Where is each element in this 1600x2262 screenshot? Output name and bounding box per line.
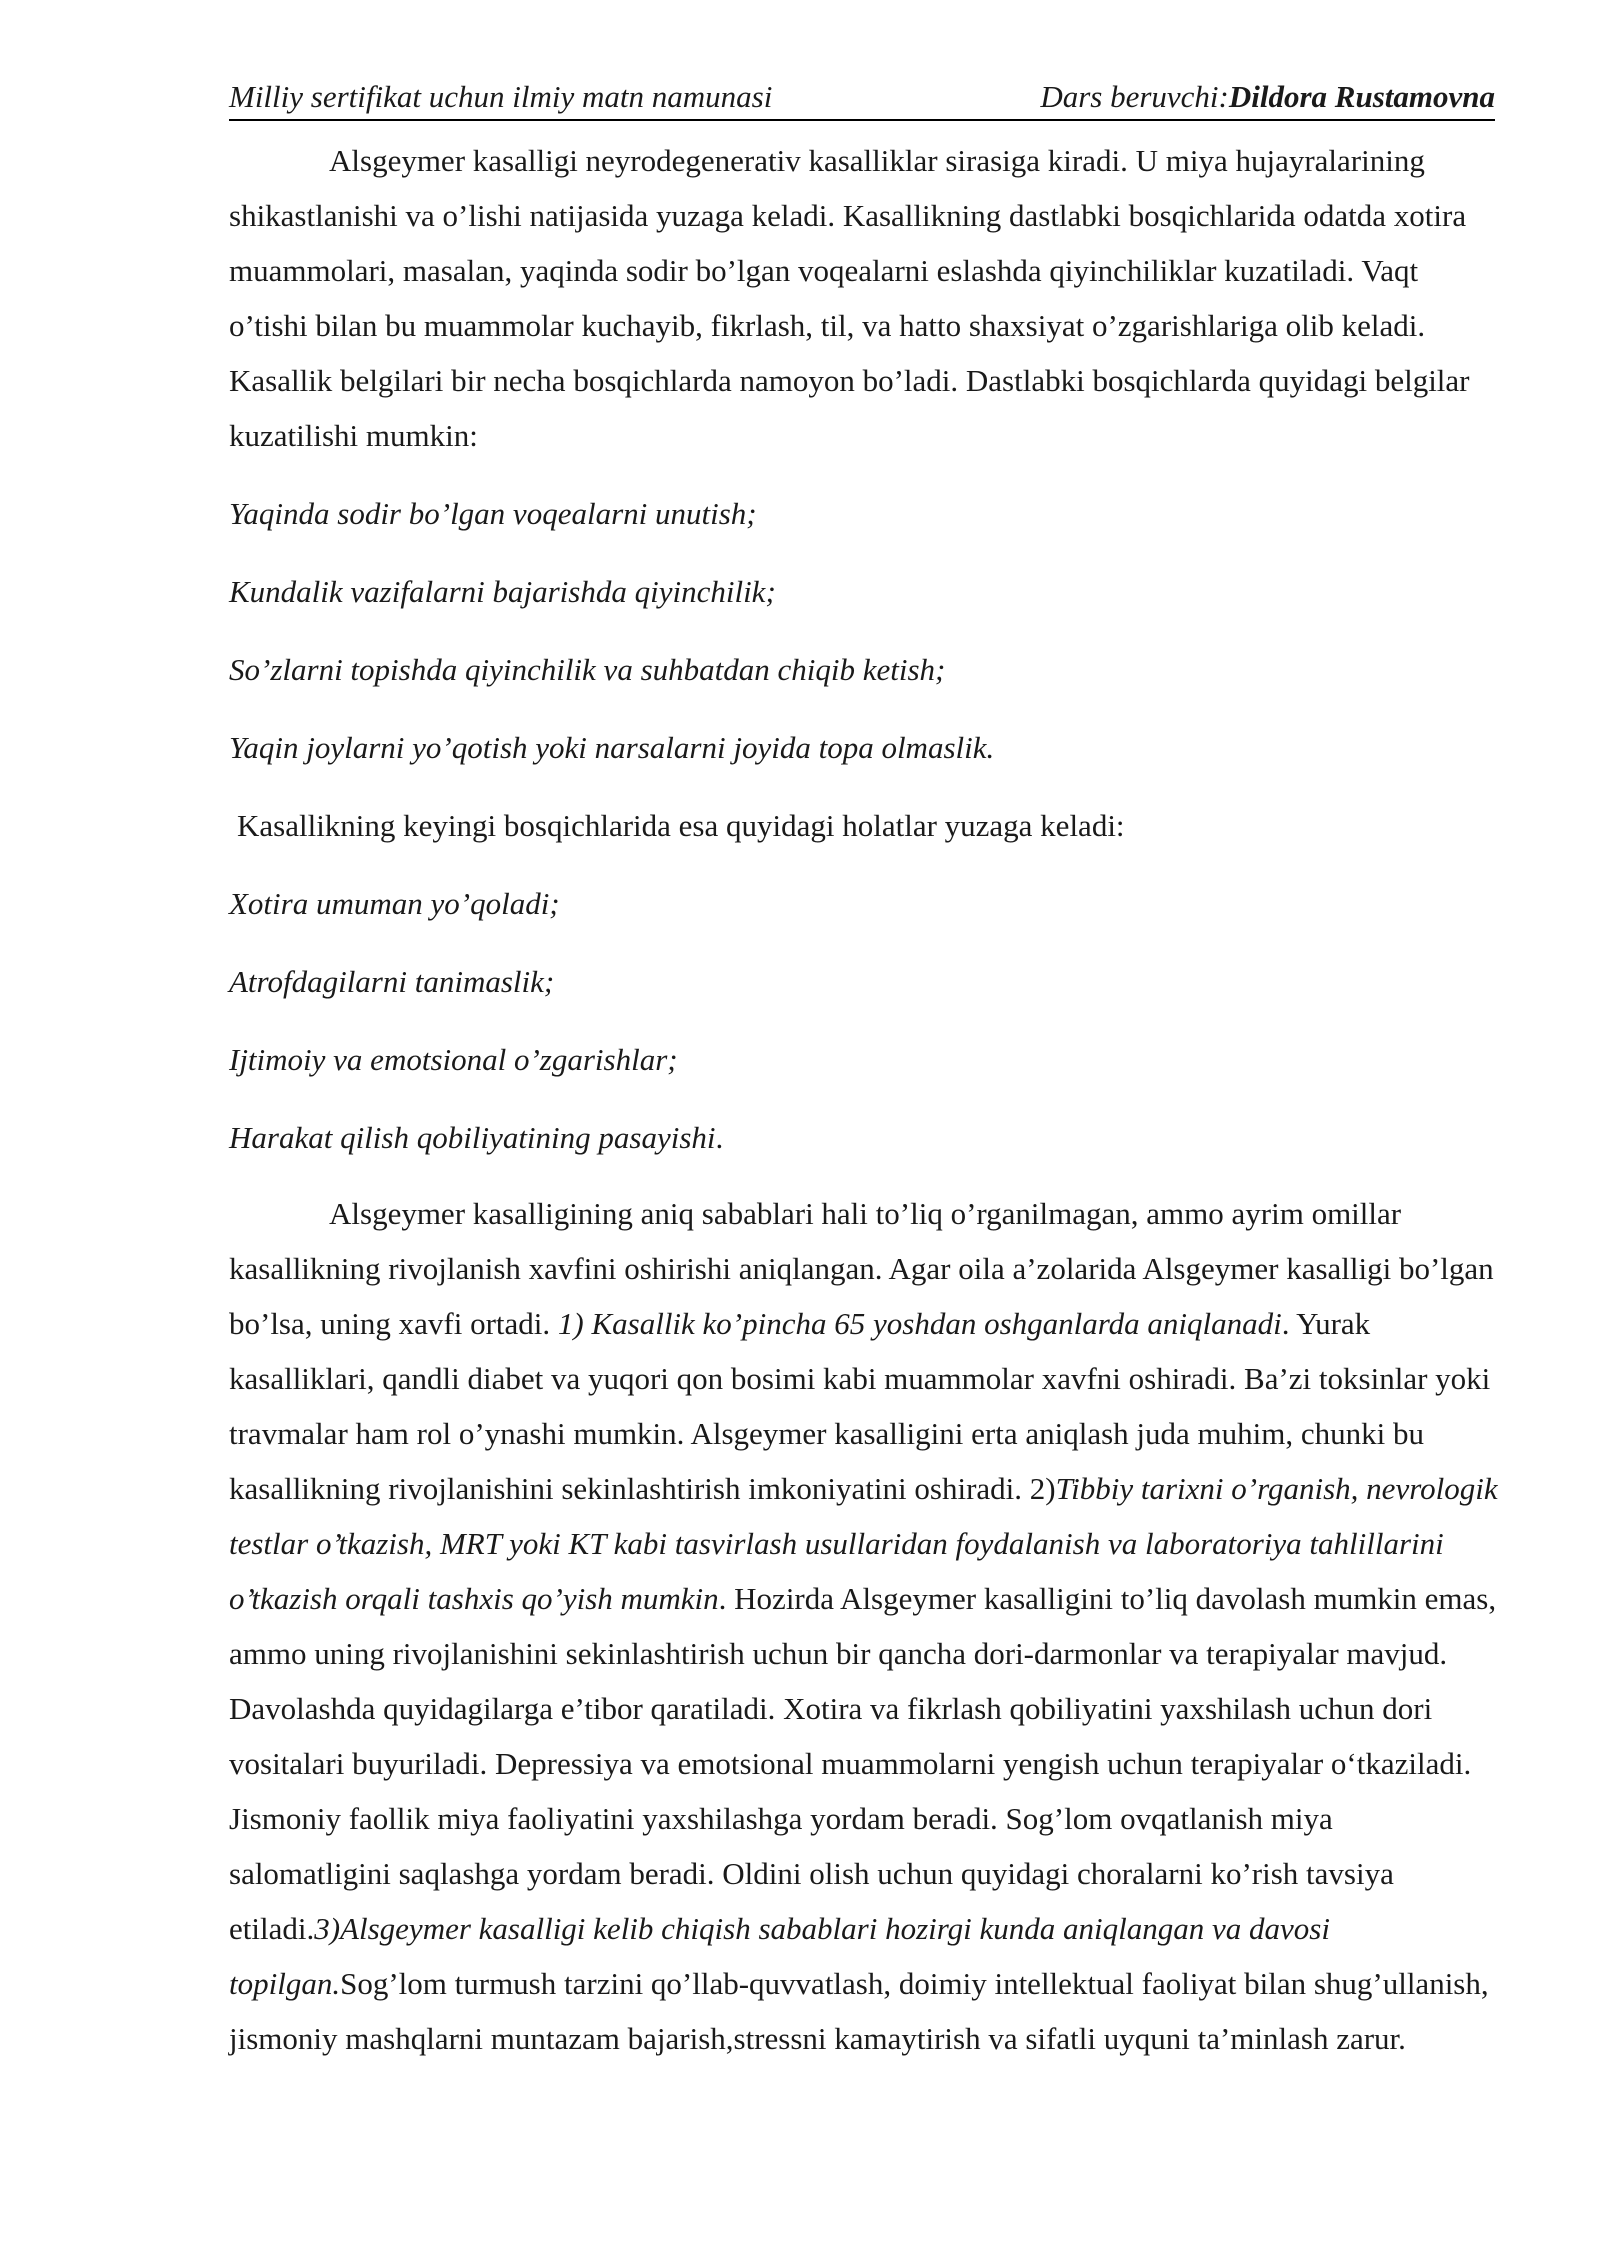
para2-text-4: Sog’lom turmush tarzini qo’llab-quvvatlash, doimiy intellektual faoliyat bilan shug’ullanish, jismoniy mashqlarni muntazam bajarish,stressni kamaytirish va sifatli uyquni ta’minlash zarur. (229, 1966, 1489, 2056)
para2-italic-1: 1) Kasallik ko’pincha 65 yoshdan oshganlarda aniqlanadi (557, 1306, 1282, 1341)
para2-italic-2: Tibbiy tarixni o’rganish, nevrologik testlar o’tkazish, MRT yoki KT kabi tasvirlash usullaridan foydalanish va laboratoriya tahlillarini o’tkazish orqali tashxis qo’yish mumkin (229, 1471, 1498, 1616)
header-title: Milliy sertifikat uchun ilmiy matn namunasi (229, 79, 773, 114)
later-sign-item: Ijtimoiy va emotsional o’zgarishlar; (229, 1042, 678, 1077)
teacher-name: Dildora Rustamovna (1228, 79, 1495, 114)
early-sign-item: Kundalik vazifalarni bajarishda qiyinchilik; (229, 574, 776, 609)
later-sign-period: . (715, 1120, 724, 1155)
early-sign-item: Yaqin joylarni yo’qotish yoki narsalarni joyida topa olmaslik. (229, 730, 995, 765)
header-teacher (1040, 75, 1495, 119)
later-stages-intro: Kasallikning keyingi bosqichlarida esa quyidagi holatlar yuzaga keladi: (237, 808, 1125, 843)
paragraph-intro: Alsgeymer kasalligi neyrodegenerativ kasalliklar sirasiga kiradi. U miya hujayralarining shikastlanishi va o’lishi natijasida yuzaga keladi. Kasallikning dastlabki bosqichlarida odatda xotira muammolari, masalan, yaqinda sodir bo’lgan voqealarni eslashda qiyinchiliklar kuzatiladi. Vaqt o’tishi bilan bu muammolar kuchayib, fikrlash, til, va hatto shaxsiyat o’zgarishlariga olib keladi. Kasallik belgilari bir necha bosqichlarda namoyon bo’ladi. Dastlabki bosqichlarda quyidagi belgilar kuzatilishi mumkin: (229, 143, 1470, 453)
later-sign-text: Harakat qilish qobiliyatining pasayishi (229, 1120, 716, 1155)
header-teacher-prefix: Dars beruvchi: (1040, 79, 1229, 114)
early-sign-item: Yaqinda sodir bo’lgan voqealarni unutish; (229, 496, 757, 531)
later-sign-item-last (229, 1118, 723, 1158)
later-sign-item: Xotira umuman yo’qoladi; (229, 886, 560, 921)
para2-text-3: . Hozirda Alsgeymer kasalligini to’liq davolash mumkin emas, ammo uning rivojlanishini sekinlashtirish uchun bir qancha dori-darmonlar va terapiyalar mavjud. Davolashda quyidagilarga e’tibor qaratiladi. Xotira va fikrlash qobiliyatini yaxshilash uchun dori vositalari buyuriladi. Depressiya va emotsional muammolarni yengish uchun terapiyalar o‘tkaziladi. Jismoniy faollik miya faoliyatini yaxshilashga yordam beradi. Sog’lom ovqatlanish miya salomatligini saqlashga yordam beradi. Oldini olish uchun quyidagi choralarni ko’rish tavsiya etiladi. (229, 1581, 1497, 1946)
para2-text-1: Alsgeymer kasalligining aniq sabablari hali to’liq o’rganilmagan, ammo ayrim omillar kasallikning rivojlanish xavfini oshirishi aniqlangan. Agar oila a’zolarida Alsgeymer kasalligi bo’lgan bo’lsa, uning xavfi ortadi. (229, 1196, 1494, 1341)
paragraph-causes-treatment (229, 1186, 1499, 2066)
page-header (229, 75, 1495, 121)
early-sign-item: So’zlarni topishda qiyinchilik va suhbatdan chiqib ketish; (229, 652, 946, 687)
para2-text-2: . Yurak kasalliklari, qandli diabet va yuqori qon bosimi kabi muammolar xavfni oshiradi. Ba’zi toksinlar yoki travmalar ham rol o’ynashi mumkin. Alsgeymer kasalligini erta aniqlash juda muhim, chunki bu kasallikning rivojlanishini sekinlashtirish imkoniyatini oshiradi. 2) (229, 1306, 1491, 1506)
para2-italic-3: 3)Alsgeymer kasalligi kelib chiqish sabablari hozirgi kunda aniqlangan va davosi topilgan. (229, 1911, 1330, 2001)
later-sign-item: Atrofdagilarni tanimaslik; (229, 964, 555, 999)
